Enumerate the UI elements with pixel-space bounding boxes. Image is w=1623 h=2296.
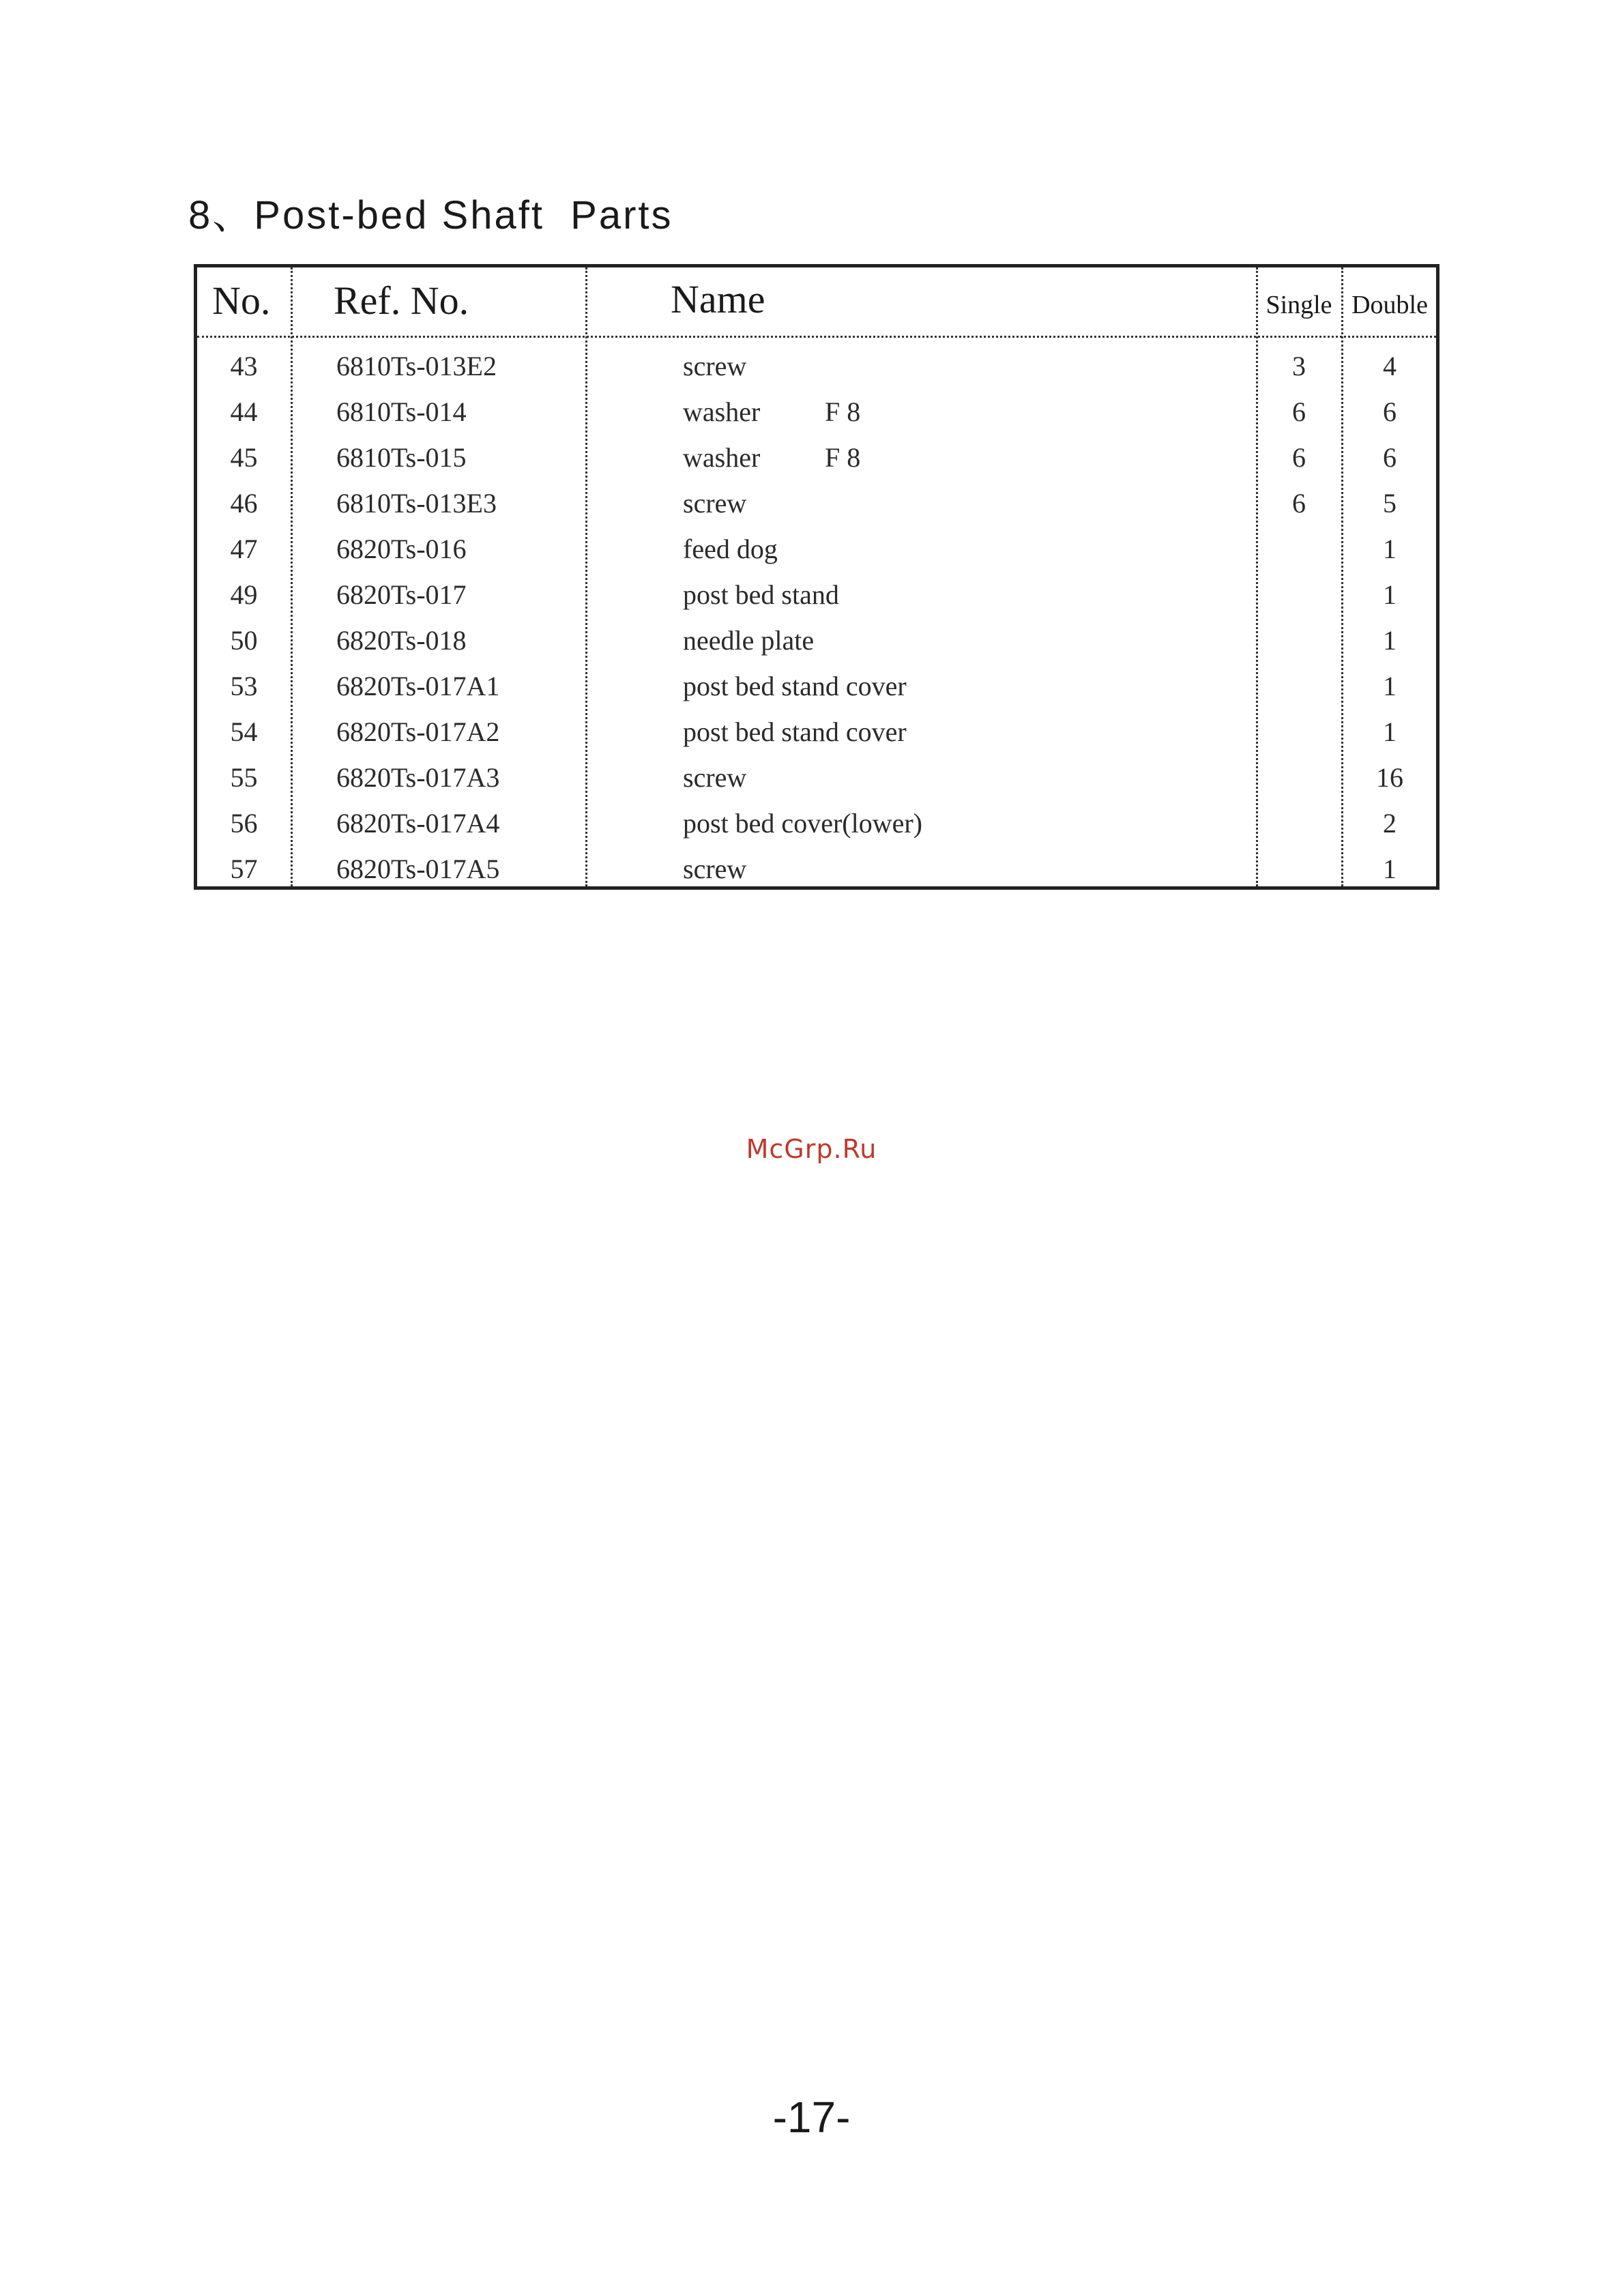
row-double: 4: [1383, 351, 1397, 381]
row-ref-no: 6820Ts-018: [336, 625, 467, 656]
row-double: 1: [1383, 625, 1397, 656]
column-divider: [291, 267, 293, 886]
row-name: screw: [683, 351, 747, 381]
row-single: 3: [1292, 351, 1306, 381]
section-title: 8、Post-bed Shaft Parts: [188, 193, 673, 237]
header-ref-no: Ref. No.: [334, 278, 469, 323]
row-name: screw: [683, 488, 747, 519]
row-ref-no: 6810Ts-013E2: [336, 351, 497, 381]
row-double: 6: [1383, 396, 1397, 427]
row-name: post bed stand cover: [683, 671, 907, 701]
header-no: No.: [212, 278, 271, 323]
row-name: screw: [683, 854, 747, 884]
row-no: 47: [230, 534, 258, 564]
row-ref-no: 6820Ts-017A2: [336, 716, 500, 747]
header-name: Name: [671, 277, 765, 321]
row-single: 6: [1292, 488, 1306, 519]
row-single: 6: [1292, 442, 1306, 473]
row-no: 44: [230, 396, 258, 427]
row-ref-no: 6820Ts-017A5: [336, 854, 500, 884]
row-double: 5: [1383, 488, 1397, 519]
row-double: 16: [1376, 762, 1403, 793]
row-name: washer: [683, 396, 761, 427]
row-no: 55: [230, 762, 258, 793]
row-ref-no: 6820Ts-017: [336, 579, 467, 610]
parts-table: [194, 264, 1439, 890]
row-name: post bed stand: [683, 579, 839, 610]
header-divider: [197, 336, 1436, 338]
row-single: 6: [1292, 396, 1306, 427]
row-ref-no: 6810Ts-015: [336, 442, 467, 473]
row-double: 1: [1383, 671, 1397, 701]
row-name: washer: [683, 442, 761, 473]
row-ref-no: 6820Ts-017A1: [336, 671, 500, 701]
row-no: 56: [230, 808, 258, 839]
row-no: 54: [230, 716, 258, 747]
row-no: 49: [230, 579, 258, 610]
row-no: 50: [230, 625, 258, 656]
page-number: -17-: [772, 2093, 851, 2142]
row-name: post bed stand cover: [683, 716, 907, 747]
row-double: 6: [1383, 442, 1397, 473]
row-double: 1: [1383, 854, 1397, 884]
watermark: McGrp.Ru: [746, 1134, 877, 1164]
row-no: 43: [230, 351, 258, 381]
row-no: 53: [230, 671, 258, 701]
column-divider: [585, 267, 587, 886]
row-name: feed dog: [683, 534, 778, 564]
row-double: 1: [1383, 534, 1397, 564]
row-no: 45: [230, 442, 258, 473]
row-ref-no: 6820Ts-017A4: [336, 808, 500, 839]
row-double: 1: [1383, 579, 1397, 610]
row-double: 1: [1383, 716, 1397, 747]
row-ref-no: 6810Ts-014: [336, 396, 467, 427]
row-ref-no: 6820Ts-017A3: [336, 762, 500, 793]
row-double: 2: [1383, 808, 1397, 839]
row-spec: F 8: [825, 396, 861, 427]
row-no: 57: [230, 854, 258, 884]
row-name: needle plate: [683, 625, 815, 656]
header-double: Double: [1351, 291, 1428, 319]
row-name: screw: [683, 762, 747, 793]
header-single: Single: [1266, 291, 1332, 319]
row-name: post bed cover(lower): [683, 808, 922, 839]
row-ref-no: 6810Ts-013E3: [336, 488, 497, 519]
row-spec: F 8: [825, 442, 861, 473]
row-ref-no: 6820Ts-016: [336, 534, 467, 564]
row-no: 46: [230, 488, 258, 519]
